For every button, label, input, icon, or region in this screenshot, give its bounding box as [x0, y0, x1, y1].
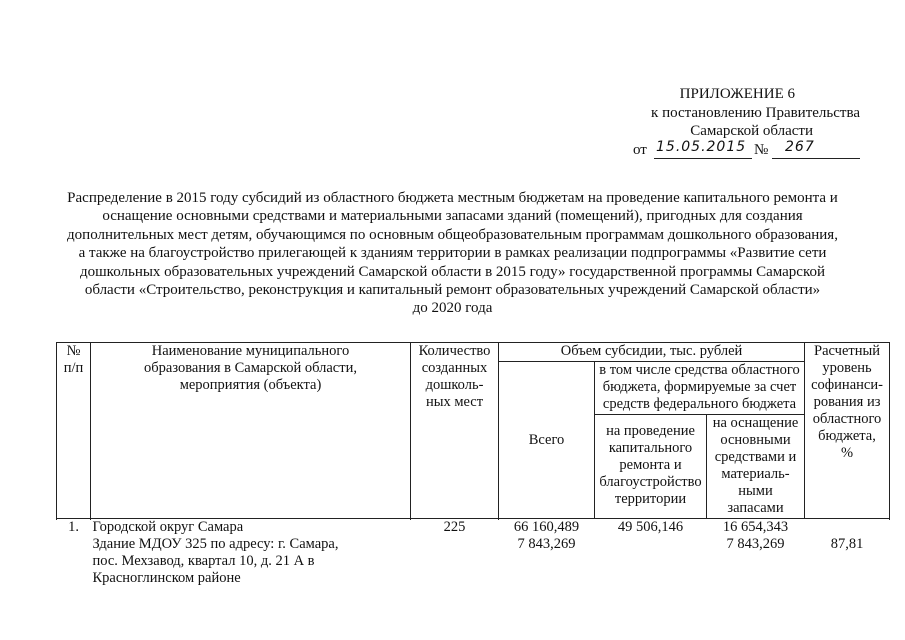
row-repair: 49 506,146	[595, 519, 707, 537]
title-line: области «Строительство, реконструкция и капитальный ремонт образовательных учреждений Самарской области»	[84, 282, 821, 299]
appendix-decree-line: к постановлению Правительства	[651, 104, 860, 121]
title-line: а также на благоустройство прилегающей к зданиям территории в рамках реализации подпрограммы «Развитие сети	[78, 245, 827, 262]
title-line: оснащение основными средствами и материальными запасами зданий (помещений), пригодных для создания	[102, 208, 803, 225]
row-name: Городской округ Самара	[91, 519, 411, 537]
row-num	[57, 536, 91, 587]
title-line: дополнительных мест детям, обучающимся по основным общеобразовательным программам дошкольного образования,	[67, 226, 838, 243]
date-underline	[654, 158, 752, 159]
header-equipment: на оснащение основными средствами и материаль- ными запасами	[707, 415, 805, 519]
row-total: 66 160,489	[499, 519, 595, 537]
row-repair	[595, 536, 707, 587]
from-label: от	[633, 141, 647, 158]
header-volume: Объем субсидии, тыс. рублей	[499, 343, 805, 362]
handwritten-number: 267	[785, 138, 815, 155]
row-places: 225	[411, 519, 499, 537]
row-places	[411, 536, 499, 587]
header-rate: Расчетный уровень софинанси- рования из областного бюджета, %	[805, 343, 890, 519]
handwritten-date: 15.05.2015	[656, 138, 747, 155]
appendix-block	[560, 85, 860, 161]
row-num: 1.	[57, 519, 91, 537]
header-total: Всего	[499, 362, 595, 519]
row-equipment: 7 843,269	[726, 536, 785, 552]
row-total: 7 843,269	[517, 536, 576, 552]
table-row	[57, 536, 890, 587]
header-num: № п/п	[57, 343, 91, 519]
subsidy-table	[56, 342, 890, 587]
title-line: дошкольных образовательных учреждений Самарской области в 2015 году» государственной программы Самарской	[79, 263, 826, 280]
document-title	[30, 189, 875, 318]
appendix-region-line: Самарской области	[690, 123, 813, 139]
title-line: Распределение в 2015 году субсидий из областного бюджета местным бюджетам на проведение капитального ремонта и	[67, 190, 838, 206]
number-label: №	[754, 141, 769, 158]
row-rate: 87,81	[830, 536, 864, 552]
header-federal: в том числе средства областного бюджета, формируемые за счет средств федерального бюджета	[595, 362, 805, 415]
header-repair: на проведение капитального ремонта и благоустройство территории	[595, 415, 707, 519]
row-name: Здание МДОУ 325 по адресу: г. Самара, пос. Мехзавод, квартал 10, д. 21 А в Красноглинском районе	[92, 536, 339, 586]
header-name: Наименование муниципального образования в Самарской области, мероприятия (объекта)	[91, 343, 411, 519]
title-line: до 2020 года	[412, 300, 493, 317]
header-places: Количество созданных дошколь- ных мест	[411, 343, 499, 519]
appendix-date-number-line	[560, 138, 860, 161]
row-equipment: 16 654,343	[707, 519, 805, 537]
appendix-title: ПРИЛОЖЕНИЕ 6	[679, 86, 795, 102]
row-rate	[805, 519, 890, 537]
table-row	[57, 519, 890, 537]
number-underline	[772, 158, 860, 159]
